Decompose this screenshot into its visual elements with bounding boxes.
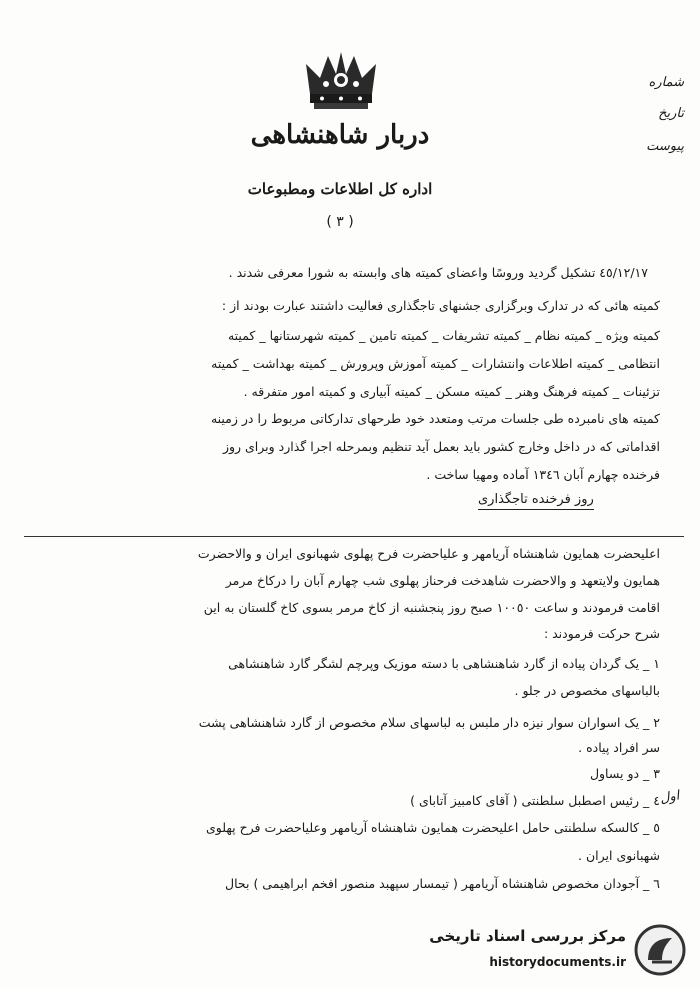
list-item: ٦ _ آجودان مخصوص شاهنشاه آریامهر ( تیمسار سپهبد منصور افخم ابراهیمی ) بحال <box>225 876 660 891</box>
body-line: انتظامی _ کمیته اطلاعات وانتشارات _ کمیته آموزش وپرورش _ کمیته بهداشت _ کمیته <box>211 356 660 371</box>
body-line: کمیته های نامبرده طی جلسات مرتب ومتعدد خود طرحهای تدارکاتی مربوط را در زمینه <box>210 411 660 426</box>
section-divider <box>24 536 684 537</box>
list-item-continuation: سر افراد پیاده . <box>578 740 660 755</box>
body-line: شرح حرکت فرمودند : <box>543 626 660 641</box>
archive-logo-icon <box>634 924 686 976</box>
list-item: ٤ _ رئیس اصطبل سلطنتی ( آقای کامبیز آتابای ) <box>410 793 660 808</box>
body-line: اقداماتی که در داخل وخارج کشور باید بعمل آید تنظیم وبمرحله اجرا گذارد وبرای روز <box>222 439 660 454</box>
list-item-continuation: شهبانوی ایران . <box>578 848 660 863</box>
body-line: کمیته هائی که در تدارک وبرگزاری جشنهای تاجگذاری فعالیت داشتند عبارت بودند از : <box>221 298 660 313</box>
body-line: کمیته ویژه _ کمیته نظام _ کمیته تشریفات _ کمیته تامین _ کمیته شهرستانها _ کمیته <box>227 328 660 343</box>
page-number: ( ٣ ) <box>326 214 354 230</box>
archive-watermark <box>415 916 690 982</box>
field-label-attachment: پیوست <box>646 139 684 154</box>
handwritten-margin-note: اول <box>658 788 681 807</box>
body-line: اعلیحضرت همایون شاهنشاه آریامهر و علیاحضرت فرح پهلوی شهبانوی ایران و والاحضرت <box>197 546 660 561</box>
list-item: ٥ _ کالسکه سلطنتی حامل اعلیحضرت همایون شاهنشاه آریامهر وعلیاحضرت فرح پهلوی <box>206 820 660 835</box>
letterhead-title: دربار شاهنشاهی <box>250 120 430 150</box>
body-line: همایون ولایتعهد و والاحضرت شاهدخت فرحناز پهلوی شب چهارم آبان را درکاخ مرمر <box>225 573 660 588</box>
watermark-url: historydocuments.ir <box>489 955 626 969</box>
letterhead-subtitle: اداره کل اطلاعات ومطبوعات <box>247 180 433 198</box>
body-line: فرخنده چهارم آبان ١٣٤٦ آماده ومهیا ساخت . <box>426 467 660 482</box>
list-item: ١ _ یک گردان پیاده از گارد شاهنشاهی با دسته موزیک وپرچم لشگر گارد شاهنشاهی <box>228 656 660 671</box>
list-item-continuation: بالباسهای مخصوص در جلو . <box>514 683 660 698</box>
body-line: ٤٥/١٢/١٧ تشکیل گردید وروسًا واعضای کمیته های وابسته به شورا معرفی شدند . <box>228 265 648 280</box>
crown-emblem-icon <box>302 50 380 116</box>
watermark-org-name: مرکز بررسی اسناد تاریخی <box>429 927 626 945</box>
body-line: اقامت فرمودند و ساعت ١٠٠٥٠ صبح روز پنجشنبه از کاخ مرمر بسوی کاخ گلستان به این <box>203 600 660 615</box>
section-heading: روز فرخنده تاجگذاری <box>478 492 594 510</box>
list-item: ٣ _ دو یساول <box>589 766 660 781</box>
field-label-date: تاریخ <box>658 106 684 121</box>
list-item: ٢ _ یک اسواران سوار نیزه دار ملبس به لباسهای سلام مخصوص از گارد شاهنشاهی پشت <box>198 715 660 730</box>
field-label-number: شماره <box>648 75 684 90</box>
body-line: تزئینات _ کمیته فرهنگ وهنر _ کمیته مسکن _ کمیته آبیاری و کمیته امور متفرقه . <box>243 384 660 399</box>
